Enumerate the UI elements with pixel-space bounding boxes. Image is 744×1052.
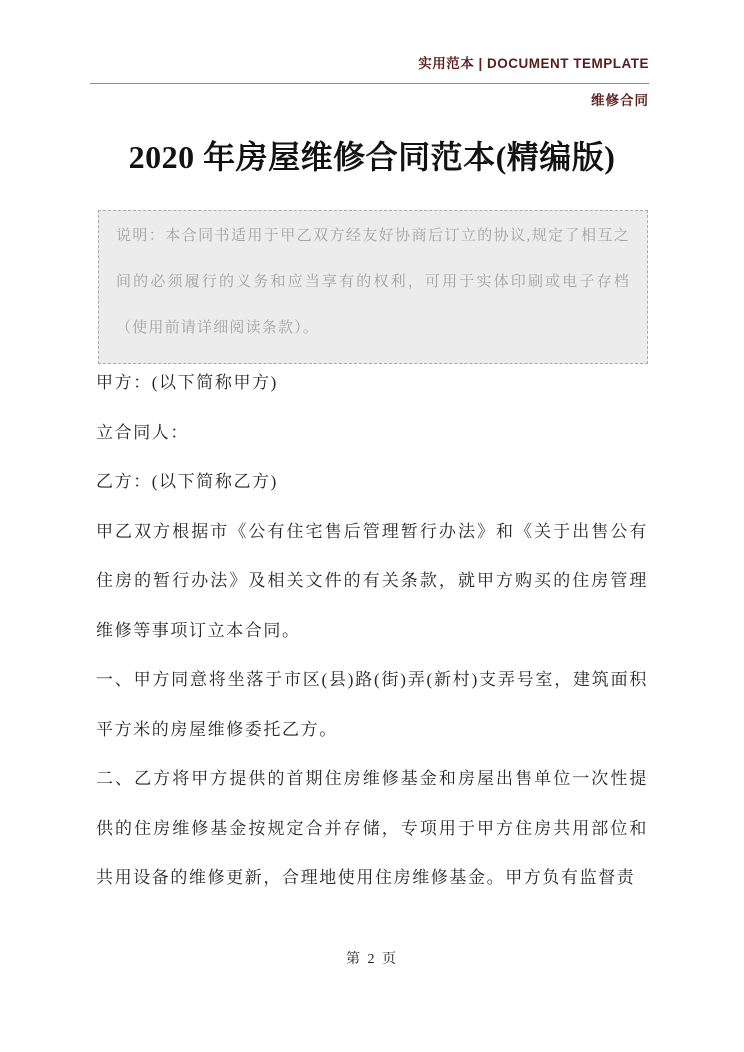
- paragraph-party-a: 甲方：(以下简称甲方): [96, 373, 278, 392]
- doc-type-label: 维修合同: [591, 93, 649, 108]
- paragraph-party-b: 乙方：(以下简称乙方): [96, 472, 278, 491]
- notice-box: [98, 210, 648, 364]
- brand-text: 实用范本 | DOCUMENT TEMPLATE: [418, 56, 649, 71]
- paragraph-preamble: 甲乙双方根据市《公有住宅售后管理暂行办法》和《关于出售公有住房的暂行办法》及相关文件的有关条款，就甲方购买的住房管理维修等事项订立本合同。: [96, 521, 648, 640]
- notice-text: 说明：本合同书适用于甲乙双方经友好协商后订立的协议,规定了相互之间的必须履行的义务和应当享有的权利，可用于实体印刷或电子存档（使用前请详细阅读条款）。: [116, 228, 630, 336]
- paragraph-clause-2: 二、乙方将甲方提供的首期住房维修基金和房屋出售单位一次性提供的住房维修基金按规定合并存储，专项用于甲方住房共用部位和共用设备的维修更新，合理地使用住房维修基金。甲方负有监督责: [96, 769, 648, 887]
- page-number: 第 2 页: [346, 952, 398, 967]
- document-title: 2020 年房屋维修合同范本(精编版): [128, 139, 616, 175]
- page-header: [90, 52, 649, 109]
- paragraph-contractors: 立合同人：: [96, 422, 189, 442]
- paragraph-clause-1: 一、甲方同意将坐落于市区(县)路(街)弄(新村)支弄号室，建筑面积平方米的房屋维修委托乙方。: [96, 670, 648, 739]
- document-body: [96, 358, 648, 903]
- header-divider: [90, 83, 649, 84]
